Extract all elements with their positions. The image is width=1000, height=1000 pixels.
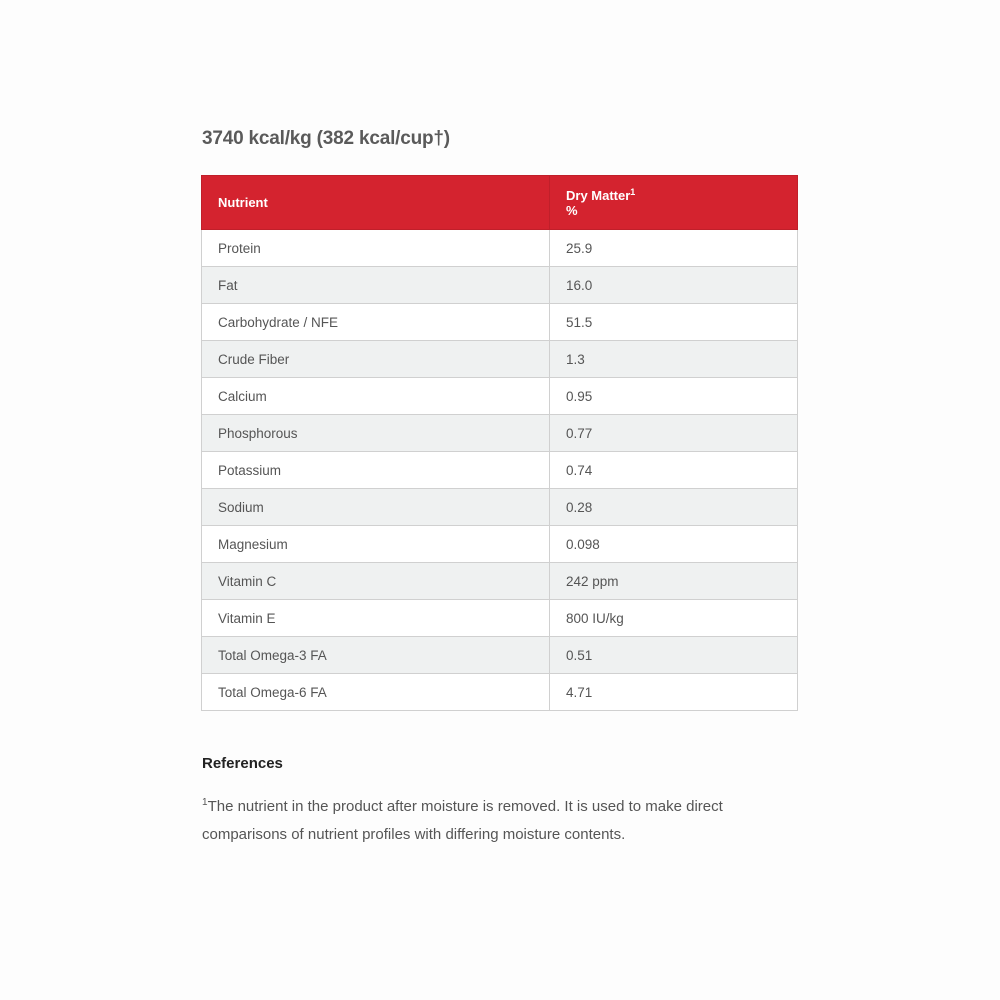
table-row xyxy=(202,452,798,489)
dry-matter-value-cell: 0.51 xyxy=(550,637,798,674)
dry-matter-value-cell: 242 ppm xyxy=(550,563,798,600)
references-title: References xyxy=(202,755,283,772)
dry-matter-value-cell: 0.77 xyxy=(550,415,798,452)
nutrient-name-cell: Total Omega-6 FA xyxy=(202,674,550,711)
references-note xyxy=(202,793,772,849)
nutrient-name-cell: Protein xyxy=(202,230,550,267)
references-note-marker: 1 xyxy=(202,797,208,808)
header-dry-matter xyxy=(550,176,798,230)
dry-matter-value-cell: 0.098 xyxy=(550,526,798,563)
nutrient-name-cell: Phosphorous xyxy=(202,415,550,452)
calorie-content: 3740 kcal/kg (382 kcal/cup†) xyxy=(202,128,450,149)
table-row xyxy=(202,674,798,711)
header-dry-matter-footnote: 1 xyxy=(630,186,636,197)
table-row xyxy=(202,230,798,267)
table-row xyxy=(202,415,798,452)
dry-matter-value-cell: 4.71 xyxy=(550,674,798,711)
table-row xyxy=(202,267,798,304)
dry-matter-value-cell: 800 IU/kg xyxy=(550,600,798,637)
nutrient-name-cell: Magnesium xyxy=(202,526,550,563)
dry-matter-value-cell: 0.28 xyxy=(550,489,798,526)
table-row xyxy=(202,637,798,674)
table-row xyxy=(202,489,798,526)
nutrient-name-cell: Vitamin C xyxy=(202,563,550,600)
nutrient-name-cell: Vitamin E xyxy=(202,600,550,637)
table-header-row xyxy=(202,176,798,230)
header-nutrient: Nutrient xyxy=(202,176,550,230)
references-note-text: The nutrient in the product after moisture is removed. It is used to make direct comparisons of nutrient profiles with differing moisture contents. xyxy=(202,798,723,843)
nutrient-name-cell: Sodium xyxy=(202,489,550,526)
nutrient-table xyxy=(201,175,798,711)
nutrient-name-cell: Potassium xyxy=(202,452,550,489)
header-dry-matter-label: Dry Matter xyxy=(566,187,631,203)
dry-matter-value-cell: 0.74 xyxy=(550,452,798,489)
dry-matter-value-cell: 51.5 xyxy=(550,304,798,341)
dry-matter-value-cell: 0.95 xyxy=(550,378,798,415)
nutrient-name-cell: Carbohydrate / NFE xyxy=(202,304,550,341)
nutrient-name-cell: Fat xyxy=(202,267,550,304)
table-row xyxy=(202,304,798,341)
table-row xyxy=(202,526,798,563)
table-row xyxy=(202,341,798,378)
dry-matter-value-cell: 25.9 xyxy=(550,230,798,267)
header-dry-matter-unit: % xyxy=(566,202,578,218)
nutrient-name-cell: Total Omega-3 FA xyxy=(202,637,550,674)
table-row xyxy=(202,600,798,637)
table-row xyxy=(202,563,798,600)
table-row xyxy=(202,378,798,415)
nutrient-name-cell: Crude Fiber xyxy=(202,341,550,378)
dry-matter-value-cell: 1.3 xyxy=(550,341,798,378)
nutrient-name-cell: Calcium xyxy=(202,378,550,415)
dry-matter-value-cell: 16.0 xyxy=(550,267,798,304)
